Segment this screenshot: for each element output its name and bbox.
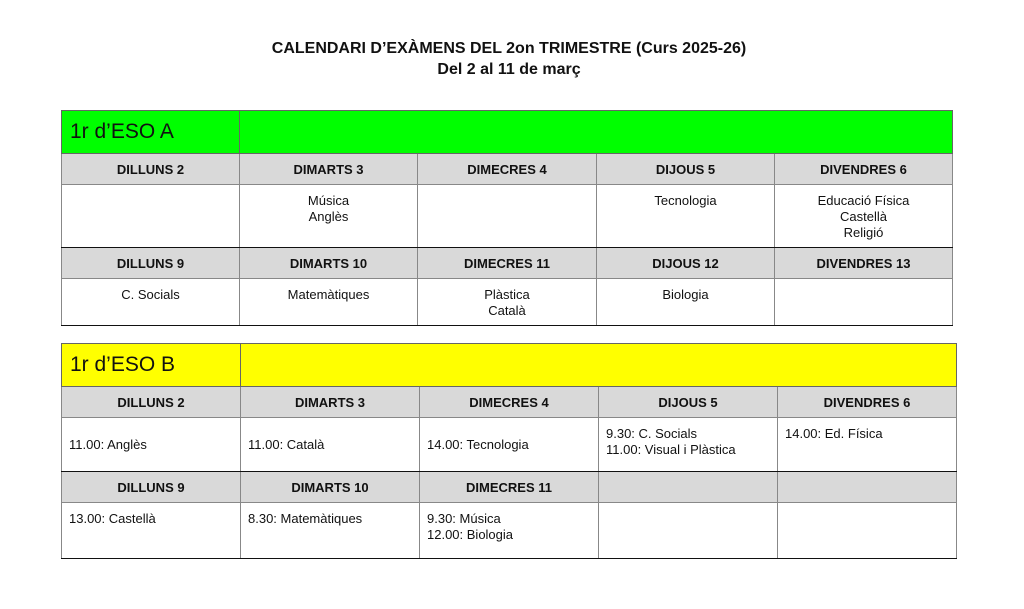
day-header: DIMECRES 11 <box>420 472 599 503</box>
day-header: DIMECRES 4 <box>418 154 597 185</box>
exam-cell <box>597 279 775 326</box>
day-header: DILLUNS 2 <box>62 387 241 418</box>
exam-subject: 14.00: Ed. Física <box>785 426 883 441</box>
day-header: DIMARTS 3 <box>241 387 420 418</box>
exam-subject: 8.30: Matemàtiques <box>248 511 363 526</box>
exam-subject: Matemàtiques <box>287 287 370 302</box>
group-a-name: 1r d’ESO A <box>62 111 240 154</box>
group-b-week1-header-row <box>62 387 957 418</box>
exam-subject: 11.00: Català <box>248 436 325 452</box>
group-a-title-row <box>62 111 953 154</box>
exam-subject: Tecnologia <box>654 193 717 208</box>
exam-cell <box>62 418 241 472</box>
exam-subject: Música <box>307 193 350 208</box>
title-line-1: CALENDARI D’EXÀMENS DEL 2on TRIMESTRE (Curs 2025-26) <box>271 40 747 57</box>
title-line-2: Del 2 al 11 de març <box>437 61 581 78</box>
exam-subject: C. Socials <box>121 287 180 302</box>
exam-cell <box>599 418 778 472</box>
day-header: DILLUNS 9 <box>62 248 240 279</box>
day-header: DIMARTS 10 <box>240 248 418 279</box>
group-b-title-row <box>62 344 957 387</box>
exam-subject: 11.00: Anglès <box>69 436 147 452</box>
exam-cell <box>241 503 420 559</box>
day-header: DIJOUS 12 <box>597 248 775 279</box>
group-b-name: 1r d’ESO B <box>62 344 241 387</box>
group-a-week1-exam-row <box>62 185 953 248</box>
exam-cell <box>62 503 241 559</box>
day-header: DILLUNS 9 <box>62 472 241 503</box>
page-title <box>0 38 1018 80</box>
day-header: DIJOUS 5 <box>597 154 775 185</box>
exam-cell <box>597 185 775 248</box>
exam-cell <box>420 418 599 472</box>
group-a-week2-exam-row <box>62 279 953 326</box>
exam-cell <box>775 279 953 326</box>
exam-subject: 9.30: Música <box>427 511 501 526</box>
day-header: DIVENDRES 6 <box>778 387 957 418</box>
exam-cell <box>241 418 420 472</box>
day-header: DIMARTS 3 <box>240 154 418 185</box>
day-header: DIJOUS 5 <box>599 387 778 418</box>
exam-cell <box>778 503 957 559</box>
schedule-table-group-b <box>61 343 957 559</box>
exam-subject: Castellà <box>840 209 887 224</box>
group-b-color-band <box>241 344 957 387</box>
group-b-week1-exam-row <box>62 418 957 472</box>
exam-subject: Català <box>488 303 526 318</box>
group-b-week2-exam-row <box>62 503 957 559</box>
exam-cell <box>62 279 240 326</box>
group-b-week2-header-row <box>62 472 957 503</box>
exam-cell <box>418 185 597 248</box>
exam-subject: 12.00: Biologia <box>427 527 514 542</box>
exam-subject: Anglès <box>308 209 349 224</box>
exam-cell <box>240 279 418 326</box>
day-header: DIVENDRES 13 <box>775 248 953 279</box>
day-header: DIVENDRES 6 <box>775 154 953 185</box>
exam-subject: Religió <box>843 225 884 240</box>
day-header <box>778 472 957 503</box>
day-header: DIMECRES 11 <box>418 248 597 279</box>
exam-subject: Educació Física <box>817 193 910 208</box>
day-header: DIMECRES 4 <box>420 387 599 418</box>
exam-subject: Plàstica <box>484 287 530 302</box>
group-a-week1-header-row <box>62 154 953 185</box>
group-a-week2-header-row <box>62 248 953 279</box>
exam-subject: 9.30: C. Socials <box>606 426 698 441</box>
exam-cell <box>62 185 240 248</box>
exam-subject: 14.00: Tecnologia <box>427 436 529 452</box>
exam-cell <box>420 503 599 559</box>
exam-subject: 13.00: Castellà <box>69 511 156 526</box>
day-header: DIMARTS 10 <box>241 472 420 503</box>
exam-cell <box>778 418 957 472</box>
exam-cell <box>599 503 778 559</box>
exam-cell <box>240 185 418 248</box>
day-header: DILLUNS 2 <box>62 154 240 185</box>
day-header <box>599 472 778 503</box>
exam-subject: 11.00: Visual i Plàstica <box>606 442 736 457</box>
exam-cell <box>418 279 597 326</box>
exam-subject: Biologia <box>662 287 709 302</box>
schedule-table-group-a <box>61 110 953 326</box>
exam-cell <box>775 185 953 248</box>
group-a-color-band <box>240 111 953 154</box>
